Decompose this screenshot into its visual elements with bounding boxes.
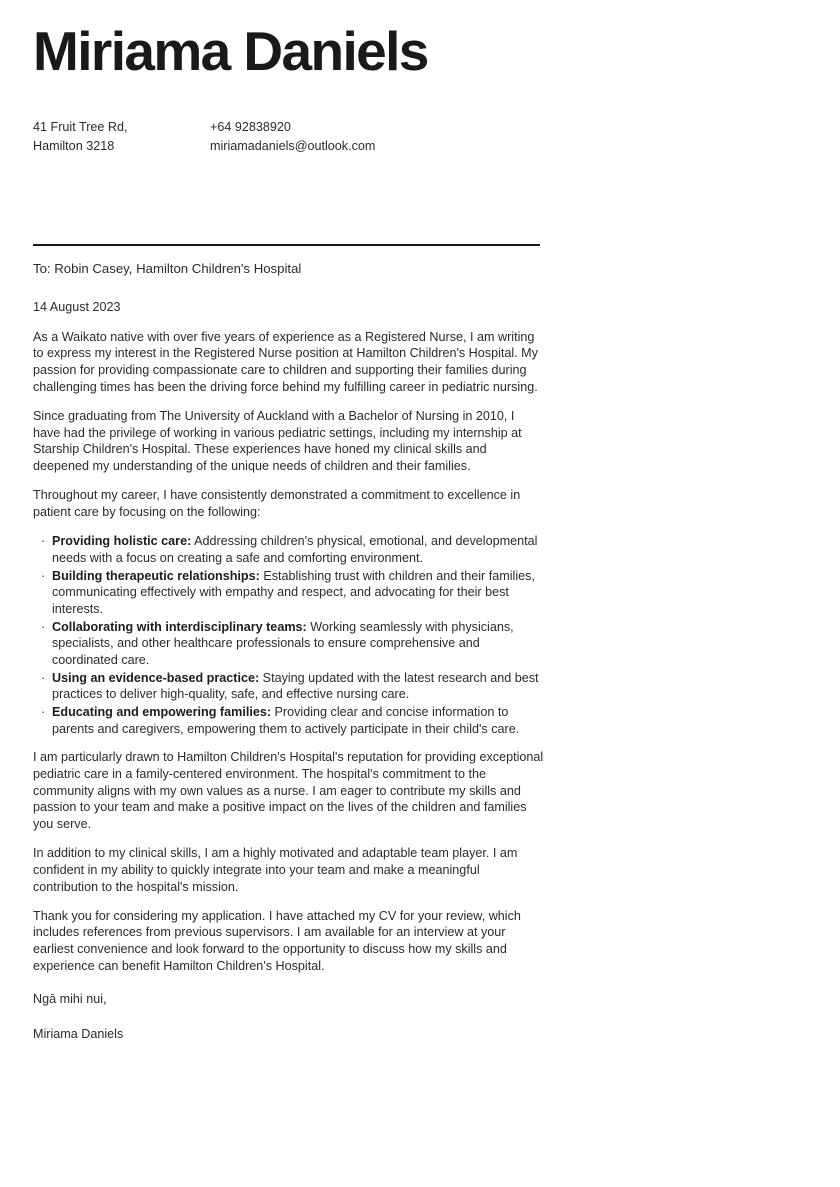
list-item-lead: Building therapeutic relationships: (52, 568, 260, 583)
list-item (33, 533, 545, 566)
bullet-icon: · (41, 704, 46, 719)
address-line-2: Hamilton 3218 (33, 139, 115, 154)
header-divider (33, 244, 540, 246)
contact-details (33, 118, 545, 156)
body-paragraph-2: Since graduating from The University of Auckland with a Bachelor of Nursing in 2010, I have had the privilege of working in various pediatric settings, including my internship at Starship Children's Hospital. These experiences have honed my clinical skills and deepened my understanding of the unique needs of children and their families. (33, 408, 522, 473)
phone-number: +64 92838920 (210, 120, 291, 134)
bullet-icon: · (41, 568, 46, 583)
body-paragraph-5: In addition to my clinical skills, I am a highly motivated and adaptable team player. I am confident in my ability to quickly integrate into your team and make a meaningful contribution to the hospital's mission. (33, 846, 518, 894)
list-item-lead: Using an evidence-based practice: (52, 670, 260, 685)
body-paragraph-1: As a Waikato native with over five years of experience as a Registered Nurse, I am writing to express my interest in the Registered Nurse position at Hamilton Children's Hospital. My passion for providing compassionate care to children and supporting their families during challenging times has been the driving force behind my fulfilling career in pediatric nursing. (33, 329, 538, 394)
bullet-icon: · (41, 670, 46, 685)
address-column (33, 118, 210, 156)
email-address: miriamadaniels@outlook.com (210, 139, 376, 154)
list-item-lead: Collaborating with interdisciplinary teams: (52, 619, 307, 634)
list-item-text: Addressing children's physical, emotional, and developmental needs with a focus on creating a safe and comforting environment. (52, 534, 538, 565)
list-item-text: Working seamlessly with physicians, specialists, and other healthcare professionals to ensure comprehensive and coordinated care. (52, 619, 514, 667)
page-title: Miriama Daniels (33, 20, 428, 82)
body-paragraph-6: Thank you for considering my application. I have attached my CV for your review, which includes references from previous supervisors. I am available for an interview at your earliest convenience and look forward to the opportunity to discuss how my skills and experience can benefit Hamilton Children's Hospital. (33, 908, 521, 973)
bullet-icon: · (41, 619, 46, 634)
letter-date: 14 August 2023 (33, 300, 121, 315)
list-item-text: Establishing trust with children and their families, communicating effectively with empathy and respect, and advocating for their best interests. (52, 568, 535, 616)
list-item-lead: Educating and empowering families: (52, 704, 272, 719)
signature-name: Miriama Daniels (33, 1026, 124, 1041)
list-item (33, 704, 545, 737)
document-content (33, 0, 545, 1043)
qualities-list (33, 533, 545, 737)
list-item (33, 568, 545, 618)
recipient-line: To: Robin Casey, Hamilton Children's Hospital (33, 261, 302, 277)
list-item-lead: Providing holistic care: (52, 534, 192, 549)
list-item-text: Providing clear and concise information to parents and caregivers, empowering them to actively participate in their child's care. (52, 704, 520, 736)
contact-column (210, 118, 545, 156)
address-line-1: 41 Fruit Tree Rd, (33, 120, 128, 134)
body-paragraph-4: I am particularly drawn to Hamilton Children's Hospital's reputation for providing exceptional pediatric care in a family-centered environment. The hospital's commitment to the community aligns with my own values as a nurse. I am eager to contribute my skills and passion to your team and make a positive impact on the lives of the children and families you serve. (33, 750, 544, 831)
list-item (33, 619, 545, 669)
list-item (33, 670, 545, 703)
signoff-line: Ngā mihi nui, (33, 992, 107, 1007)
body-paragraph-3: Throughout my career, I have consistently demonstrated a commitment to excellence in patient care by focusing on the following: (33, 488, 521, 519)
bullet-icon: · (41, 534, 46, 549)
list-item-text: Staying updated with the latest research and best practices to deliver high-quality, safe, and effective nursing care. (52, 670, 539, 702)
